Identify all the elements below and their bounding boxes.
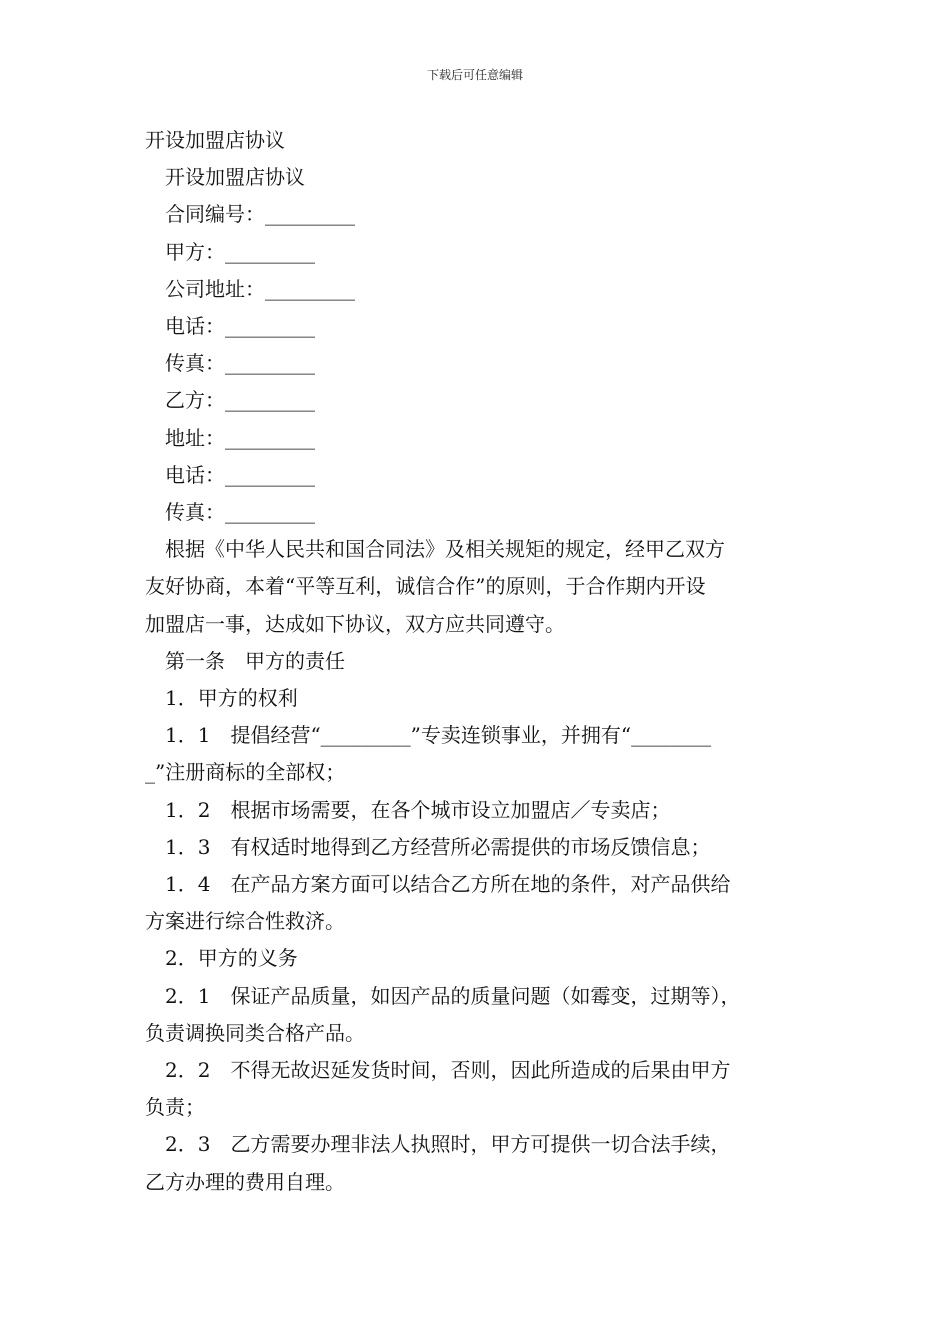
clause-1-4: 1．4 在产品方案方面可以结合乙方所在地的条件，对产品供给 xyxy=(165,872,731,897)
field-party-b: 乙方：_________ xyxy=(165,388,315,413)
section-2-heading: 2．甲方的义务 xyxy=(165,946,298,971)
clause-2-3: 2．3 乙方需要办理非法人执照时，甲方可提供一切合法手续， xyxy=(165,1132,731,1157)
page-header-note: 下载后可任意编辑 xyxy=(426,68,523,82)
intro-paragraph-line: 友好协商，本着“平等互利，诚信合作”的原则，于合作期内开设 xyxy=(145,574,706,599)
clause-1-1: 1．1 提倡经营“_________”专卖连锁事业，并拥有“________ xyxy=(165,723,712,748)
clause-2-1-cont: 负责调换同类合格产品。 xyxy=(145,1020,365,1045)
document-body xyxy=(145,122,815,1201)
field-company-address: 公司地址：_________ xyxy=(165,276,355,301)
field-party-a: 甲方：_________ xyxy=(165,239,315,264)
clause-1-1-cont: _”注册商标的全部权； xyxy=(145,760,346,785)
clause-1-2: 1．2 根据市场需要，在各个城市设立加盟店／专卖店； xyxy=(165,797,671,822)
document-subtitle: 开设加盟店协议 xyxy=(165,165,305,190)
article-1-heading: 第一条 甲方的责任 xyxy=(165,648,345,673)
intro-paragraph-line: 加盟店一事，达成如下协议，双方应共同遵守。 xyxy=(145,611,565,636)
field-party-a-phone: 电话：_________ xyxy=(165,314,315,339)
field-party-a-fax: 传真：_________ xyxy=(165,351,315,376)
clause-1-4-cont: 方案进行综合性救济。 xyxy=(145,909,345,934)
field-party-b-fax: 传真：_________ xyxy=(165,500,315,525)
clause-2-3-cont: 乙方办理的费用自理。 xyxy=(145,1169,345,1194)
clause-2-2-cont: 负责； xyxy=(145,1095,205,1120)
clause-2-1: 2．1 保证产品质量，如因产品的质量问题（如霉变，过期等）， xyxy=(165,983,741,1008)
field-party-b-phone: 电话：_________ xyxy=(165,462,315,487)
clause-1-3: 1．3 有权适时地得到乙方经营所必需提供的市场反馈信息； xyxy=(165,834,711,859)
clause-2-2: 2．2 不得无故迟延发货时间，否则，因此所造成的后果由甲方 xyxy=(165,1058,731,1083)
document-title: 开设加盟店协议 xyxy=(145,128,285,152)
field-party-b-address: 地址：_________ xyxy=(165,425,315,450)
field-contract-number: 合同编号：_________ xyxy=(165,202,355,227)
section-1-heading: 1．甲方的权利 xyxy=(165,686,298,711)
intro-paragraph-line: 根据《中华人民共和国合同法》及相关规矩的规定，经甲乙双方 xyxy=(165,537,725,562)
